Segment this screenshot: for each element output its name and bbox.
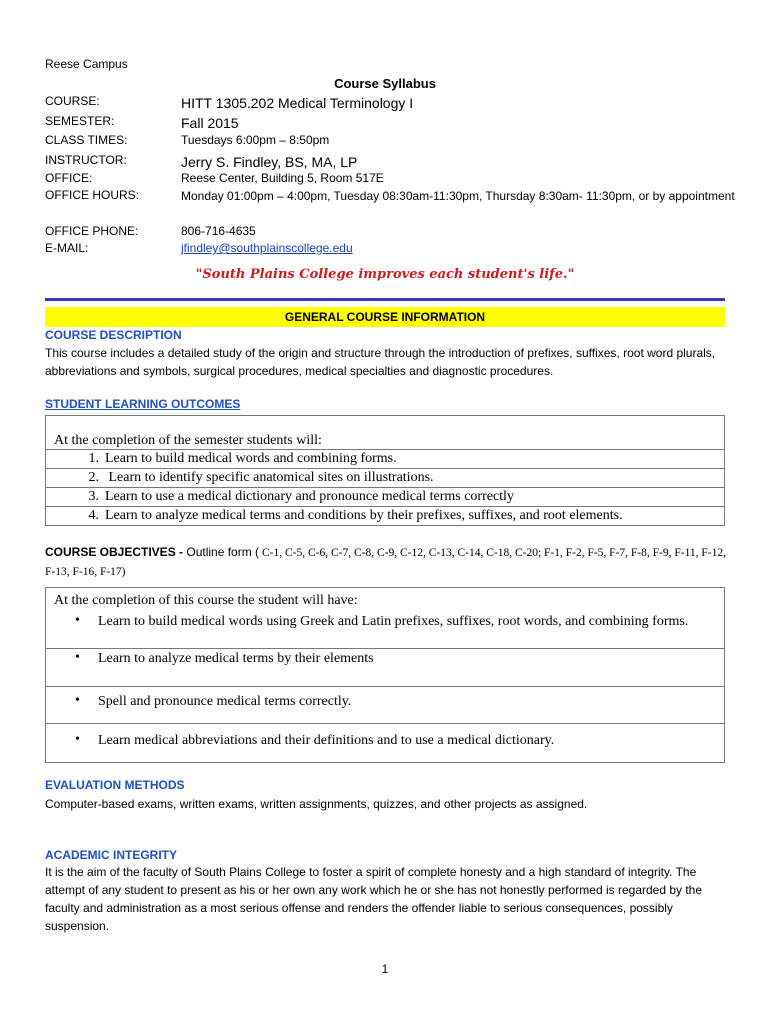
item-number: 2. xyxy=(88,470,99,485)
general-info-banner: GENERAL COURSE INFORMATION xyxy=(45,307,725,327)
class-times-label: CLASS TIMES: xyxy=(45,133,128,147)
list-item xyxy=(46,469,724,488)
office-value: Reese Center, Building 5, Room 517E xyxy=(181,171,384,185)
college-motto: "South Plains College improves each student's life." xyxy=(195,267,575,282)
course-row xyxy=(45,94,735,114)
course-label: COURSE: xyxy=(45,94,100,108)
class-times-value: Tuesdays 6:00pm – 8:50pm xyxy=(181,133,330,147)
office-hours-row xyxy=(45,188,735,224)
course-objectives-table xyxy=(45,587,725,763)
evaluation-heading: EVALUATION METHODS xyxy=(45,778,185,792)
page-number: 1 xyxy=(381,962,389,976)
academic-integrity-text: It is the aim of the faculty of South Plains College to foster a spirit of complete honesty and a high standard of integrity. The attempt of any student to present as his or her own any work which he or she has not honestly performed is regarded by the faculty and administration as a most serious offense and renders the offender liable to serious consequences, possibly suspension. xyxy=(45,865,703,933)
list-item xyxy=(46,612,724,649)
blue-divider xyxy=(45,298,725,301)
office-phone-row xyxy=(45,224,735,241)
item-text: Spell and pronounce medical terms correctly. xyxy=(98,694,352,709)
semester-value: Fall 2015 xyxy=(181,115,239,131)
course-objectives-heading: COURSE OBJECTIVES - xyxy=(45,545,184,559)
item-text: Learn medical abbreviations and their definitions and to use a medical dictionary. xyxy=(98,733,555,748)
list-item xyxy=(46,507,724,525)
learning-outcomes-intro: At the completion of the semester students will: xyxy=(46,416,724,450)
item-text: Learn to build medical words using Greek and Latin prefixes, suffixes, root words, and combining forms. xyxy=(98,614,689,629)
item-text: Learn to analyze medical terms and conditions by their prefixes, suffixes, and root elements. xyxy=(105,508,623,523)
evaluation-text: Computer-based exams, written exams, written assignments, quizzes, and other projects as assigned. xyxy=(45,797,588,811)
item-text: Learn to use a medical dictionary and pronounce medical terms correctly xyxy=(105,489,514,504)
bullet-icon: • xyxy=(75,693,80,708)
objective-codes: C-1, C-5, C-6, C-7, C-8, C-9, C-12, C-13, C-14, C-18, C-20; F-1, F-2, F-5, F-7, F-8, F-9, F-11, F-12, F-13, F-16, F-17) xyxy=(45,547,727,578)
office-hours-label: OFFICE HOURS: xyxy=(45,188,140,202)
email-label: E-MAIL: xyxy=(45,241,89,255)
syllabus-title: Course Syllabus xyxy=(334,76,436,91)
list-item xyxy=(46,488,724,507)
learning-outcomes-heading: STUDENT LEARNING OUTCOMES xyxy=(45,397,241,411)
academic-integrity-heading: ACADEMIC INTEGRITY xyxy=(45,848,177,862)
course-value: HITT 1305.202 Medical Terminology I xyxy=(181,95,414,111)
page-title xyxy=(0,76,770,91)
instructor-label: INSTRUCTOR: xyxy=(45,153,127,167)
semester-row xyxy=(45,114,735,133)
email-row xyxy=(45,241,735,256)
semester-label: SEMESTER: xyxy=(45,114,115,128)
list-item xyxy=(46,649,724,687)
learning-outcomes-table xyxy=(45,415,725,526)
course-description-text: This course includes a detailed study of the origin and structure through the introduction of prefixes, suffixes, root word plurals, abbreviations and symbols, surgical procedures, medical specialties and diagnostic procedures. xyxy=(45,346,716,378)
list-item xyxy=(46,724,724,762)
course-description-heading: COURSE DESCRIPTION xyxy=(45,328,182,342)
bullet-icon: • xyxy=(75,732,80,747)
item-text: Learn to build medical words and combining forms. xyxy=(105,451,397,466)
course-objectives-intro: At the completion of this course the student will have: xyxy=(54,593,358,608)
item-number: 4. xyxy=(88,508,99,523)
outline-label: Outline form ( xyxy=(183,545,260,559)
instructor-row xyxy=(45,153,735,171)
office-phone-label: OFFICE PHONE: xyxy=(45,224,139,238)
course-info-block xyxy=(45,94,735,256)
bullet-icon: • xyxy=(75,613,80,628)
course-objectives-heading-line xyxy=(45,543,735,581)
email-link[interactable]: jfindley@southplainscollege.edu xyxy=(181,241,353,255)
office-phone-value: 806-716-4635 xyxy=(181,224,256,238)
item-text: Learn to analyze medical terms by their elements xyxy=(98,651,374,666)
office-label: OFFICE: xyxy=(45,171,93,185)
class-times-row xyxy=(45,133,735,153)
office-row xyxy=(45,171,735,188)
list-item xyxy=(46,687,724,724)
item-number: 1. xyxy=(88,451,99,466)
office-hours-value: Monday 01:00pm – 4:00pm, Tuesday 08:30am-11:30pm, Thursday 8:30am- 11:30pm, or by appointment xyxy=(181,189,735,203)
item-number: 3. xyxy=(88,489,99,504)
list-item xyxy=(46,450,724,469)
item-text: Learn to identify specific anatomical sites on illustrations. xyxy=(105,470,434,485)
instructor-value: Jerry S. Findley, BS, MA, LP xyxy=(181,154,358,170)
campus-label: Reese Campus xyxy=(45,57,128,71)
bullet-icon: • xyxy=(75,650,80,665)
